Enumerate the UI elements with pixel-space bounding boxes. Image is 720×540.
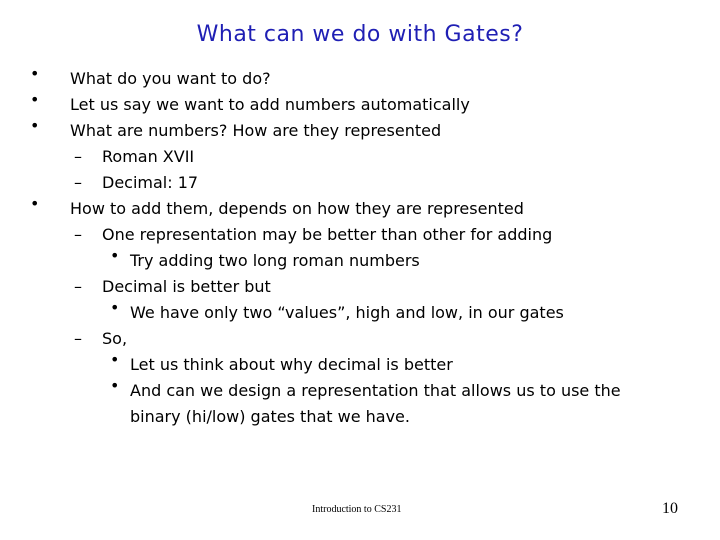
sub-sub-bullet-item (0, 248, 700, 274)
bullet-list (0, 66, 700, 430)
bullet-marker: • (110, 298, 120, 317)
slide-title: What can we do with Gates? (196, 22, 524, 47)
bullet-item (0, 66, 700, 92)
slide-footer: Introduction to CS231 (312, 504, 402, 515)
sub-bullet-item (0, 274, 700, 300)
bullet-text: What are numbers? How are they represented (70, 121, 442, 140)
dash-marker: – (74, 225, 82, 244)
bullet-marker: • (110, 350, 120, 369)
bullet-marker: • (110, 376, 120, 395)
sub-bullet-text: So, (102, 329, 128, 348)
sub-bullet-text: Roman XVII (102, 147, 195, 166)
bullet-marker: • (30, 194, 40, 213)
sub-bullet-item (0, 170, 700, 196)
bullet-text: What do you want to do? (70, 69, 271, 88)
page-number: 10 (662, 500, 678, 517)
sub-bullet-item (0, 326, 700, 352)
sub-sub-bullet-text: Try adding two long roman numbers (130, 251, 420, 270)
sub-bullet-text: Decimal: 17 (102, 173, 199, 192)
bullet-item (0, 196, 700, 222)
bullet-marker: • (110, 246, 120, 265)
sub-sub-bullet-text: binary (hi/low) gates that we have. (130, 407, 410, 426)
bullet-item (0, 92, 700, 118)
bullet-item (0, 118, 700, 144)
sub-bullet-text: Decimal is better but (102, 277, 271, 296)
bullet-marker: • (30, 116, 40, 135)
sub-sub-bullet-text: We have only two “values”, high and low, in our gates (130, 303, 564, 322)
dash-marker: – (74, 147, 82, 166)
dash-marker: – (74, 173, 82, 192)
sub-sub-bullet-text: And can we design a representation that allows us to use the (130, 381, 621, 400)
dash-marker: – (74, 329, 82, 348)
bullet-text: How to add them, depends on how they are represented (70, 199, 524, 218)
sub-sub-bullet-item (0, 352, 700, 378)
sub-bullet-text: One representation may be better than other for adding (102, 225, 553, 244)
sub-sub-bullet-item (0, 300, 700, 326)
bullet-marker: • (30, 64, 40, 83)
sub-bullet-item (0, 222, 700, 248)
dash-marker: – (74, 277, 82, 296)
sub-sub-bullet-item (0, 378, 700, 404)
sub-bullet-item (0, 144, 700, 170)
bullet-text: Let us say we want to add numbers automatically (70, 95, 470, 114)
sub-sub-bullet-text: Let us think about why decimal is better (130, 355, 453, 374)
bullet-marker: • (30, 90, 40, 109)
sub-sub-bullet-continuation (0, 404, 700, 430)
